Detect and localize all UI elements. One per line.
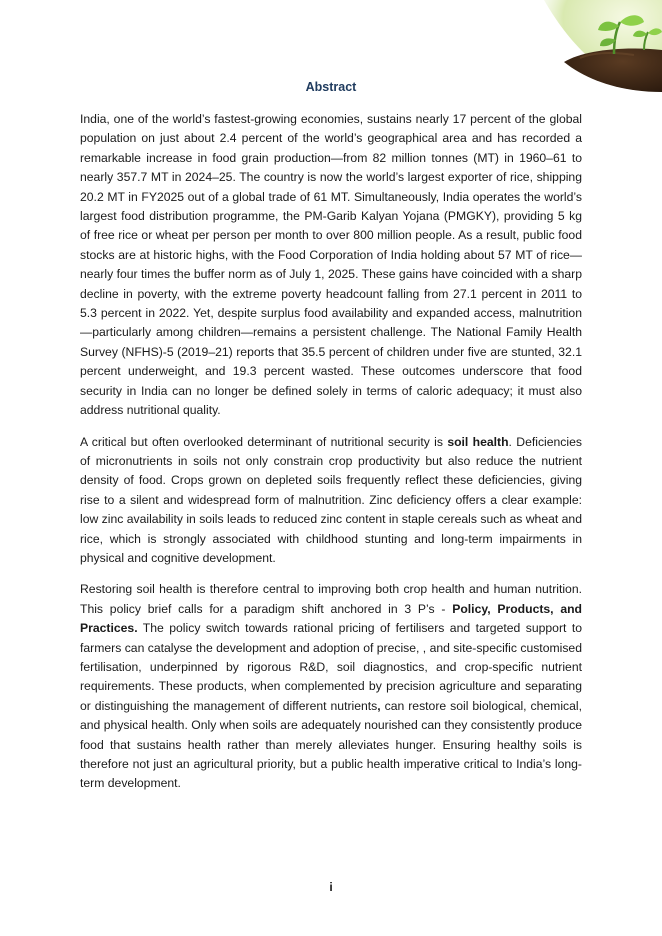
paragraph-text: can restore soil biological, chemical, and physical health. Only when soils are adequately nourished can they consistently produce food that sustains health rather than merely alleviates hunger. Ensuring healthy soils is therefore not just an agricultural priority, but a public health imperative critical to India’s long-term development. [80,698,583,791]
abstract-paragraph-1 [80,110,582,421]
paragraph-text: . Deficiencies of micronutrients in soils not only constrain crop productivity but also reduce the nutrient density of food. Crops grown on depleted soils frequently reflect these deficiencies, giving rise to a silent and widespread form of malnutrition. Zinc deficiency offers a clear example: low zinc availability in soils leads to reduced zinc content in staple cereals such as wheat and rice, which is strongly associated with childhood stunting and long-term impairments in physical and cognitive development. [80,434,582,565]
paragraph-text: A critical but often overlooked determinant of nutritional security is [80,434,448,449]
paragraph-text: India, one of the world’s fastest-growing economies, sustains nearly 17 percent of the global population on just about 2.4 percent of the world’s geographical area and has recorded a remarkable increase in food grain production—from 82 million tonnes (MT) in 1960–61 to nearly 357.7 MT in 2024–25. The country is now the world’s largest exporter of rice, shipping 20.2 MT in FY2025 out of a global trade of 61 MT. Simultaneously, India operates the world’s largest food distribution programme, the PM-Garib Kalyan Yojana (PMGKY), providing 5 kg of free rice or wheat per person per month to over 800 million people. As a result, public food stocks are at historic highs, with the Food Corporation of India holding about 57 MT of rice—nearly four times the buffer norm as of July 1, 2025. These gains have coincided with a sharp decline in poverty, with the extreme poverty headcount falling from 27.1 percent in 2011 to 5.3 percent in 2022. Yet, despite surplus food availability and expanded access, malnutrition—particularly among children—remains a persistent challenge. The National Family Health Survey (NFHS)-5 (2019–21) reports that 35.5 percent of children under five are stunted, 32.1 percent underweight, and 19.3 percent wasted. These outcomes underscore that food security in India can no longer be defined solely in terms of caloric adequacy; it must also address nutritional quality. [80,112,582,418]
seedling-soil-illustration [544,0,662,92]
page-number: i [329,880,333,894]
abstract-heading: Abstract [305,80,357,94]
seedling-soil-icon [544,0,662,92]
abstract-body [80,110,582,806]
abstract-paragraph-2 [80,433,582,569]
emphasis-soil-health: soil health [447,434,509,449]
paragraph-text: The policy switch towards rational pricing of fertilisers and targeted support to farmers can catalyse the development and adoption of precise, , and site-specific customised fertilisation, underpinned by rigorous R&D, soil diagnostics, and crop-specific nutrient requirements. These products, when complemented by precision agriculture and separating or distinguishing the management of different nutrients [80,621,582,713]
emphasis-three-ps: Policy, Products, and Practices. [80,601,583,636]
emphasis-comma: , [377,698,381,713]
abstract-paragraph-3 [80,580,582,793]
paragraph-text: Restoring soil health is therefore central to improving both crop health and human nutrition. This policy brief calls for a paradigm shift anchored in 3 P’s - [80,582,582,616]
